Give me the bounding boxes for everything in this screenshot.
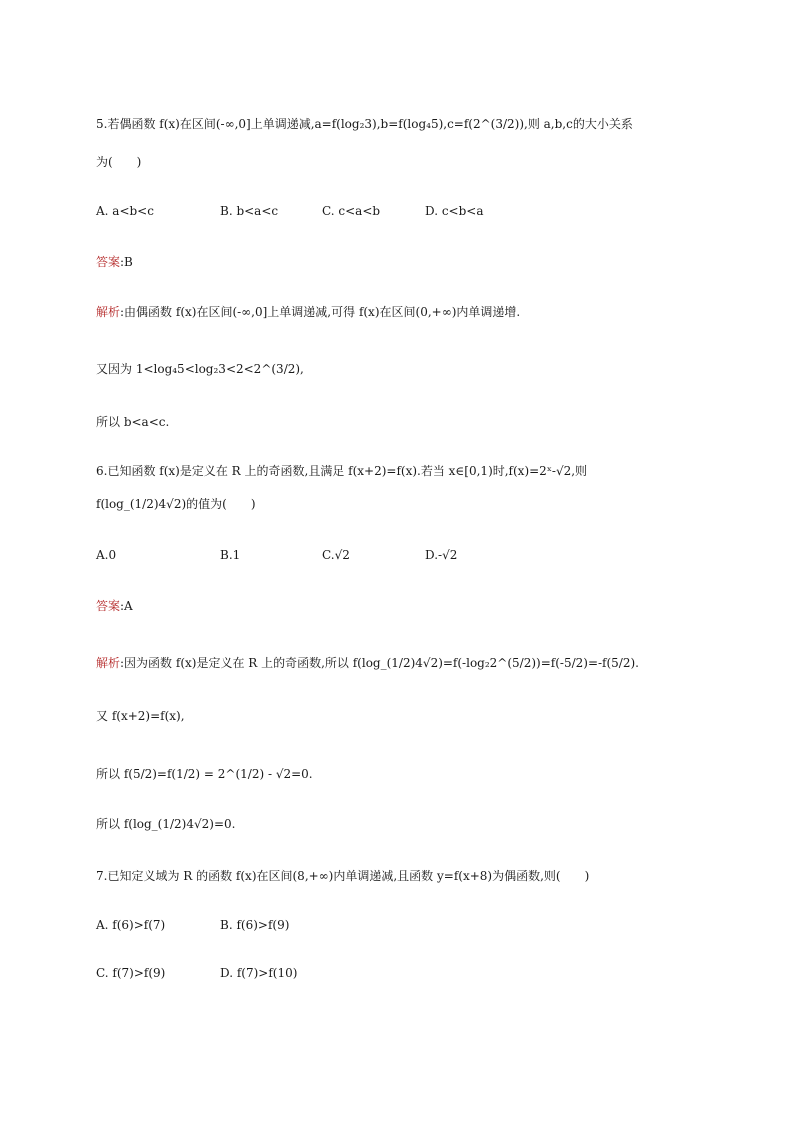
q6-answer-value: :A [120, 599, 133, 613]
q5-option-d: D. c<b<a [425, 204, 484, 218]
q6-analysis-label: 解析 [96, 656, 121, 670]
q5-answer [96, 254, 133, 270]
q6-answer-label: 答案 [96, 599, 121, 613]
q5-answer-label: 答案 [96, 255, 121, 269]
q6-stem-line1: 6.已知函数 f(x)是定义在 R 上的奇函数,且满足 f(x+2)=f(x).若当 x∈[0,1)时,f(x)=2ˣ-√2,则 [96, 464, 588, 478]
q6-analysis-line2: 又 f(x+2)=f(x), [96, 709, 185, 723]
q6-analysis-line1 [96, 655, 639, 671]
q7-option-b: B. f(6)>f(9) [220, 918, 290, 932]
q6-option-d: D.-√2 [425, 548, 458, 562]
q5-stem-line2: 为( ) [96, 155, 142, 169]
q5-analysis-line2: 又因为 1<log₄5<log₂3<2<2^(3/2), [96, 362, 304, 376]
q5-option-a: A. a<b<c [96, 204, 154, 218]
q5-option-c: C. c<a<b [322, 204, 381, 218]
q5-answer-value: :B [120, 255, 133, 269]
q5-option-b: B. b<a<c [220, 204, 279, 218]
q7-option-c: C. f(7)>f(9) [96, 966, 166, 980]
q5-analysis-line1 [96, 304, 520, 320]
q6-option-b: B.1 [220, 548, 241, 562]
q5-stem-line1: 5.若偶函数 f(x)在区间(-∞,0]上单调递减,a=f(log₂3),b=f(log₄5),c=f(2^(3/2)),则 a,b,c的大小关系 [96, 117, 633, 131]
q5-analysis-line3: 所以 b<a<c. [96, 415, 170, 429]
q5-analysis-text: :由偶函数 f(x)在区间(-∞,0]上单调递减,可得 f(x)在区间(0,+∞)内单调递增. [120, 305, 521, 319]
q6-option-c: C.√2 [322, 548, 350, 562]
q6-analysis-line4: 所以 f(log_(1/2)4√2)=0. [96, 817, 236, 831]
q6-option-a: A.0 [96, 548, 117, 562]
q6-analysis-line3: 所以 f(5/2)=f(1/2) = 2^(1/2) - √2=0. [96, 767, 313, 781]
q6-answer [96, 598, 133, 614]
q6-analysis-text: :因为函数 f(x)是定义在 R 上的奇函数,所以 f(log_(1/2)4√2)=f(-log₂2^(5/2))=f(-5/2)=-f(5/2). [120, 656, 639, 670]
q7-option-a: A. f(6)>f(7) [96, 918, 166, 932]
q5-analysis-label: 解析 [96, 305, 121, 319]
q6-stem-line2: f(log_(1/2)4√2)的值为( ) [96, 497, 256, 511]
q7-stem-line1: 7.已知定义域为 R 的函数 f(x)在区间(8,+∞)内单调递减,且函数 y=f(x+8)为偶函数,则( ) [96, 869, 590, 883]
q7-option-d: D. f(7)>f(10) [220, 966, 298, 980]
